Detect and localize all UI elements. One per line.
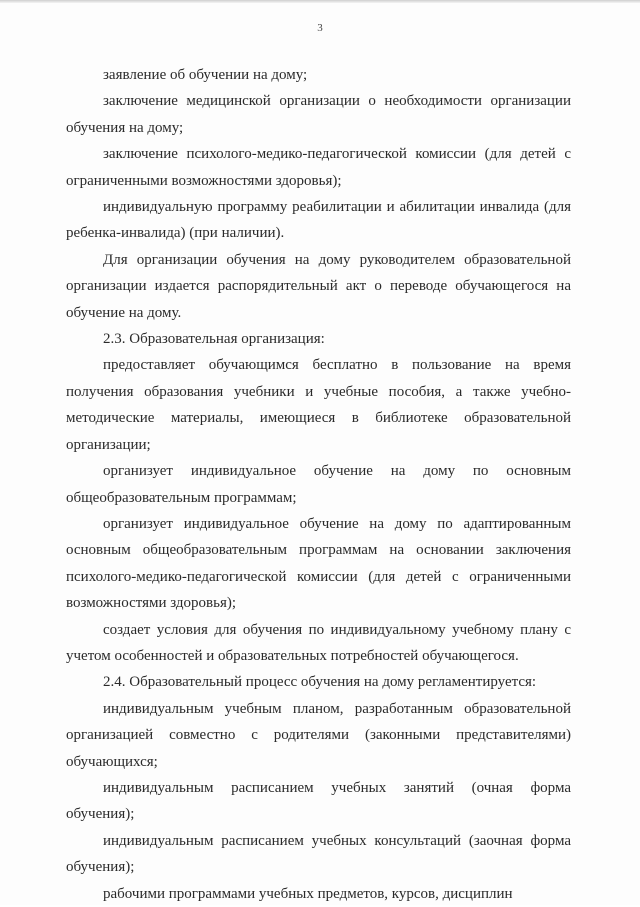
paragraph-work-programs: рабочими программами учебных предметов, курсов, дисциплин [103, 885, 513, 902]
paragraph-individual-plan-conditions: создает условия для обучения по индивидуальному учебному плану с учетом особенностей и образовательных потребностей обучающегося. [66, 621, 571, 664]
page-number: 3 [317, 22, 323, 34]
paragraph-individual-general-programs: организует индивидуальное обучение на дому по основным общеобразовательным программам; [66, 463, 571, 506]
page-top-edge [0, 0, 640, 3]
paragraph-administrative-act: Для организации обучения на дому руководителем образовательной организации издается распорядительный акт о переводе обучающегося на обучение на дому. [66, 251, 571, 321]
paragraph-rehabilitation-program: индивидуальную программу реабилитации и абилитации инвалида (для ребенка-инвалида) (при наличии). [66, 199, 571, 242]
section-heading-2-4: 2.4. Образовательный процесс обучения на дому регламентируется: [103, 674, 537, 691]
paragraph-medical-conclusion: заключение медицинской организации о необходимости организации обучения на дому; [66, 93, 571, 136]
paragraph-individual-adapted-programs: организует индивидуальное обучение на дому по адаптированным основным общеобразовательным программам на основании заключения психолого-медико-педагогической комиссии (для детей с ограниченными возможностями здоровья); [66, 515, 571, 612]
paragraph-home-schooling-application: заявление об обучении на дому; [103, 67, 308, 83]
paragraph-lesson-schedule: индивидуальным расписанием учебных занятий (очная форма обучения); [66, 779, 571, 823]
paragraph-pmpk-conclusion: заключение психолого-медико-педагогической комиссии (для детей с ограниченными возможностями здоровья); [66, 146, 571, 189]
paragraph-individual-curriculum: индивидуальным учебным планом, разработанным образовательной организацией совместно с родителями (законными представителями) обучающихся; [66, 700, 571, 770]
section-heading-2-3: 2.3. Образовательная организация: [103, 331, 325, 348]
document-body [66, 62, 571, 907]
paragraph-textbooks-provision: предоставляет обучающимся бесплатно в пользование на время получения образования учебники и учебные пособия, а также учебно-методические материалы, имеющиеся в библиотеке образовательной организации; [66, 357, 571, 453]
paragraph-consultation-schedule: индивидуальным расписанием учебных консультаций (заочная форма обучения); [66, 832, 571, 876]
